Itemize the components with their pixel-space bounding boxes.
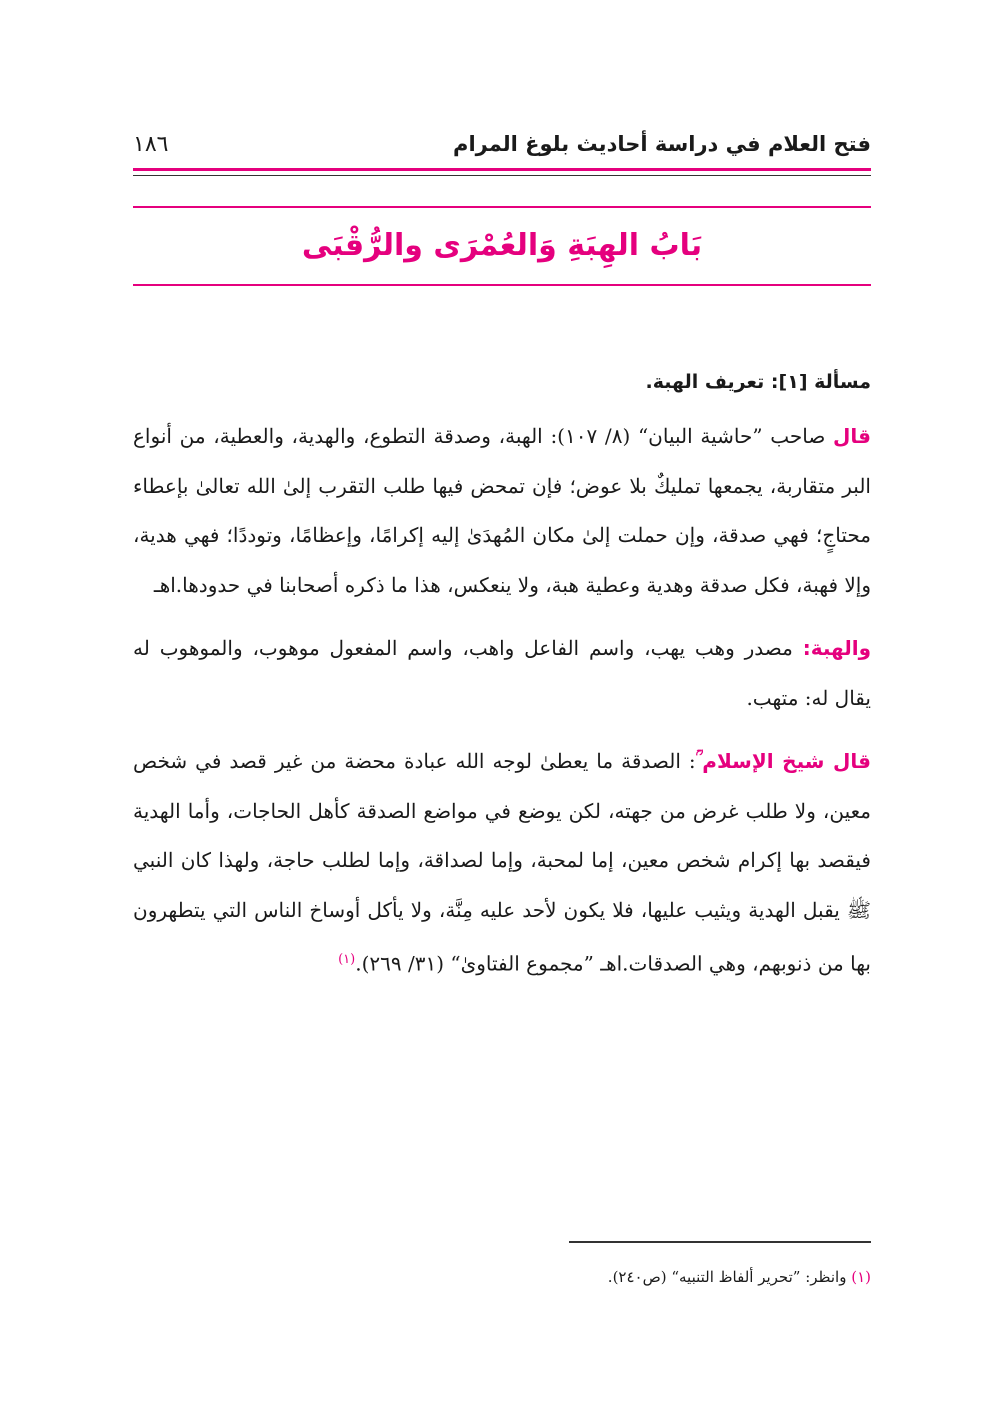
chapter-title: بَابُ الهِبَةِ وَالعُمْرَى والرُّقْبَى xyxy=(301,228,703,263)
footnote-text: وانظر: ”تحرير ألفاظ التنبيه“ (ص٢٤٠). xyxy=(607,1268,852,1286)
paragraph-lead: والهبة: xyxy=(802,636,871,660)
paragraph xyxy=(133,737,871,989)
paragraph-text: : الصدقة ما يعطىٰ لوجه الله عبادة محضة من غير قصد في شخص معين، ولا طلب غرض من جهته، لكن يوضع في مواضع الصدقة كأهل الحاجات، وأما الهدية فيقصد بها إكرام شخص معين، إما لمحبة، وإما لصداقة، وإما لطلب حاجة، ولهذا كان النبي ﷺ يقبل الهدية ويثيب عليها، فلا يكون لأحد عليه مِنَّة، ولا يأكل أوساخ الناس التي يتطهرون بها من ذنوبهم، وهي الصدقات.اهـ ”مجموع الفتاوىٰ“ (٣١/ ٢٦٩). xyxy=(133,749,871,976)
main-content xyxy=(133,360,871,989)
chapter-bottom-rule xyxy=(133,284,871,286)
paragraph xyxy=(133,412,871,610)
paragraph xyxy=(133,624,871,723)
footnote xyxy=(133,1264,871,1290)
footnote-separator xyxy=(569,1241,871,1243)
issue-label: مسألة [١]: xyxy=(770,371,871,393)
paragraph-lead: قال xyxy=(833,424,872,448)
header-rule-thick xyxy=(133,168,871,171)
paragraph-lead: قال شيخ الإسلام ؒ xyxy=(695,749,872,773)
chapter-top-rule xyxy=(133,206,871,208)
header-rule-thin xyxy=(133,175,871,176)
book-title: فتح العلام في دراسة أحاديث بلوغ المرام xyxy=(453,132,871,156)
paragraph-text: صاحب ”حاشية البيان“ (٨/ ١٠٧): الهبة، وصدقة التطوع، والهدية، والعطية، من أنواع البر متقاربة، يجمعها تمليكٌ بلا عوض؛ فإن تمحض فيها طلب التقرب إلىٰ الله تعالىٰ بإعطاء محتاجٍ؛ فهي صدقة، وإن حملت إلىٰ مكان المُهدَىٰ إليه إكرامًا، وإعظامًا، وتوددًا؛ فهي هدية، وإلا فهبة، فكل صدقة وهدية وعطية هبة، ولا ينعكس، هذا ما ذكره أصحابنا في حدودها.اهـ xyxy=(133,424,871,597)
page-number: ١٨٦ xyxy=(133,131,169,157)
issue-title: تعريف الهبة. xyxy=(645,371,765,393)
footnote-reference[interactable]: (١) xyxy=(338,952,356,967)
issue-heading xyxy=(133,360,871,404)
running-header xyxy=(133,126,871,162)
footnote-number: (١) xyxy=(851,1268,871,1286)
paragraph-text: مصدر وهب يهب، واسم الفاعل واهب، واسم المفعول موهوب، والموهوب له يقال له: متهب. xyxy=(133,636,871,710)
